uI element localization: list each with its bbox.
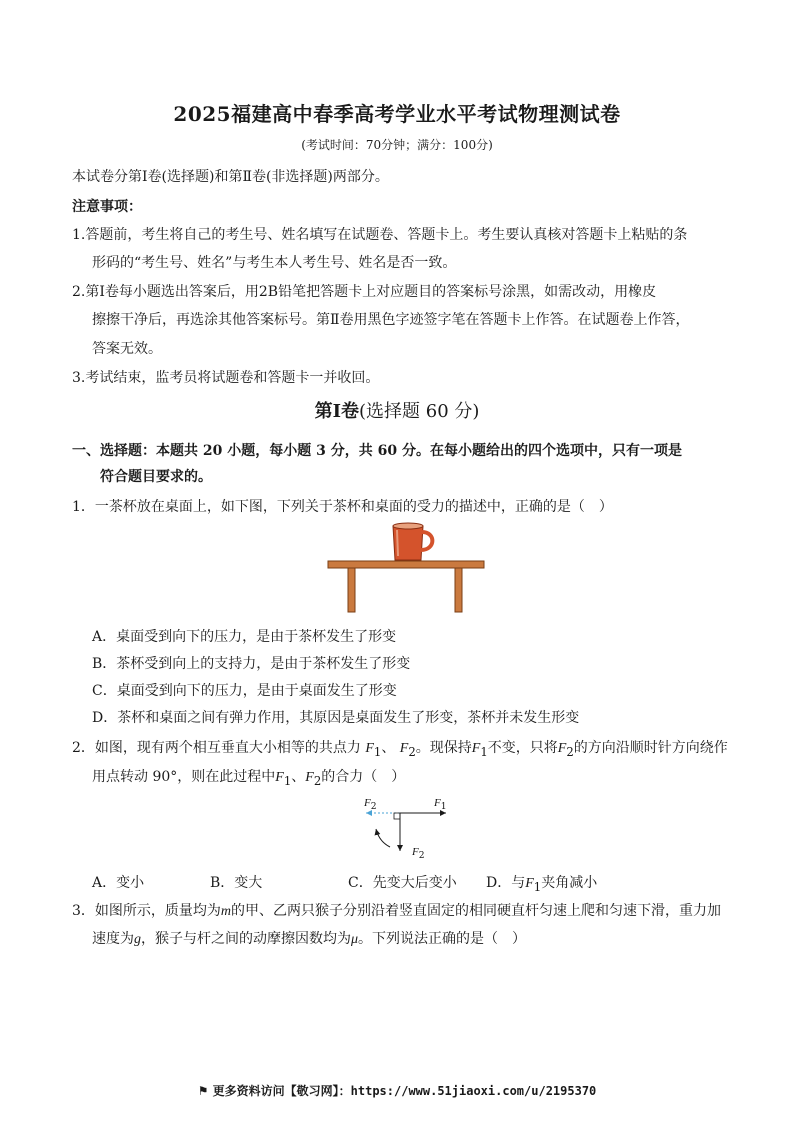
subscript: 1 [283, 773, 292, 788]
exam-info: (考试时间：70分钟；满分：100分) [301, 138, 493, 152]
stem-text: 用点转动 90°，则在此过程中 [92, 769, 276, 785]
question-2-option-c[interactable]: C．先变大后变小 [348, 875, 457, 891]
symbol-mu: μ [351, 932, 359, 947]
label-f2-left [364, 796, 377, 812]
force-symbol: F [471, 741, 481, 756]
stem-text: 的合力（ ） [321, 769, 406, 785]
subscript: 2 [370, 801, 377, 813]
subscript: 1 [373, 744, 382, 759]
question-1-option-c[interactable]: C．桌面受到向下的压力，是由于桌面发生了形变 [92, 683, 397, 699]
label-f1 [434, 796, 447, 812]
footer-link[interactable] [0, 1082, 794, 1099]
stem-text: 速度为 [92, 931, 134, 947]
question-2-stem-line1 [72, 737, 728, 759]
stem-text: 的甲、乙两只猴子分别沿着竖直固定的相同硬直杆匀速上爬和匀速下滑，重力加 [231, 903, 722, 919]
intro-text: 本试卷分第Ⅰ卷(选择题)和第Ⅱ卷(非选择题)两部分。 [72, 169, 389, 185]
question-2-stem-line2 [92, 766, 405, 788]
note-line: 3.考试结束，监考员将试题卷和答题卡一并收回。 [72, 370, 380, 386]
option-text: 夹角减小 [541, 875, 598, 891]
subscript: 1 [480, 744, 488, 759]
force-symbol: F [525, 876, 534, 891]
subscript: 2 [418, 850, 425, 862]
stem-text: 3．如图所示，质量均为 [72, 903, 221, 919]
force-symbol: F [275, 770, 284, 785]
force-symbol: F [365, 741, 374, 756]
note-line: 形码的“考生号、姓名”与考生本人考生号、姓名是否一致。 [92, 255, 457, 271]
note-line: 2.第Ⅰ卷每小题选出答案后，用2B铅笔把答题卡上对应题目的答案标号涂黑，如需改动，用橡皮 [72, 284, 657, 300]
question-1-stem: 1．一茶杯放在桌面上，如下图，下列关于茶杯和桌面的受力的描述中，正确的是（ ） [72, 499, 613, 515]
subscript: 1 [440, 801, 447, 813]
question-1-option-b[interactable]: B．茶杯受到向上的支持力，是由于茶杯发生了形变 [92, 656, 411, 672]
option-text: D．与 [486, 875, 526, 891]
stem-text: ，猴子与杆之间的动摩擦因数均为 [141, 931, 351, 947]
stem-text: 2．如图，现有两个相互垂直大小相等的共点力 [72, 740, 361, 756]
force-symbol: F [305, 770, 314, 785]
question-2-option-b[interactable]: B．变大 [210, 875, 263, 891]
footer-text[interactable]: 更多资料访问【敬习网】：https://www.51jiaoxi.com/u/2195370 [212, 1084, 597, 1098]
notes-heading: 注意事项： [72, 199, 142, 215]
note-line: 答案无效。 [92, 341, 162, 357]
label-f2-down [412, 845, 425, 861]
force-symbol: F [557, 741, 567, 756]
force-symbol: F [364, 797, 371, 809]
symbol-m: m [220, 904, 232, 919]
separator: 、 [381, 740, 396, 756]
question-3-stem-line1 [72, 900, 721, 920]
section-title-bold: 第Ⅰ卷 [314, 401, 359, 422]
stem-text: 。下列说法正确的是（ ） [358, 931, 527, 947]
section-title-rest: (选择题 60 分) [359, 401, 480, 422]
question-1-option-a[interactable]: A．桌面受到向下的压力，是由于茶杯发生了形变 [92, 629, 397, 645]
question-2-option-d[interactable] [486, 872, 597, 894]
flag-icon: ⚑ [197, 1084, 213, 1098]
subscript: 1 [533, 879, 542, 894]
stem-text: 的方向沿顺时针方向绕作 [573, 740, 728, 756]
cup-on-table-figure [326, 518, 486, 616]
stem-text: 。现保持 [415, 740, 472, 756]
note-line: 擦擦干净后，再选涂其他答案标号。第Ⅱ卷用黑色字迹签字笔在答题卡上作答。在试题卷上作答， [92, 312, 690, 328]
subscript: 2 [313, 773, 322, 788]
page-title: 2025福建高中春季高考学业水平考试物理测试卷 [173, 102, 621, 126]
question-1-option-d[interactable]: D．茶杯和桌面之间有弹力作用，其原因是桌面发生了形变，茶杯并未发生形变 [92, 710, 580, 726]
subscript: 2 [566, 744, 574, 759]
subscript: 2 [408, 744, 416, 759]
stem-text: 不变，只将 [487, 740, 558, 756]
force-symbol: F [412, 846, 419, 858]
part-instructions-cont: 符合题目要求的。 [100, 469, 212, 485]
force-symbol: F [434, 797, 441, 809]
question-2-option-a[interactable]: A．变小 [92, 875, 145, 891]
symbol-g: g [134, 932, 141, 947]
section-title [0, 397, 794, 423]
separator: 、 [291, 769, 306, 785]
note-line: 1.答题前，考生将自己的考生号、姓名填写在试题卷、答题卡上。考生要认真核对答题卡上粘贴的条 [72, 227, 688, 243]
part-instructions: 一、选择题：本题共 20 小题，每小题 3 分，共 60 分。在每小题给出的四个选项中，只有一项是 [72, 443, 682, 459]
force-symbol: F [399, 741, 409, 756]
question-3-stem-line2 [92, 928, 526, 948]
